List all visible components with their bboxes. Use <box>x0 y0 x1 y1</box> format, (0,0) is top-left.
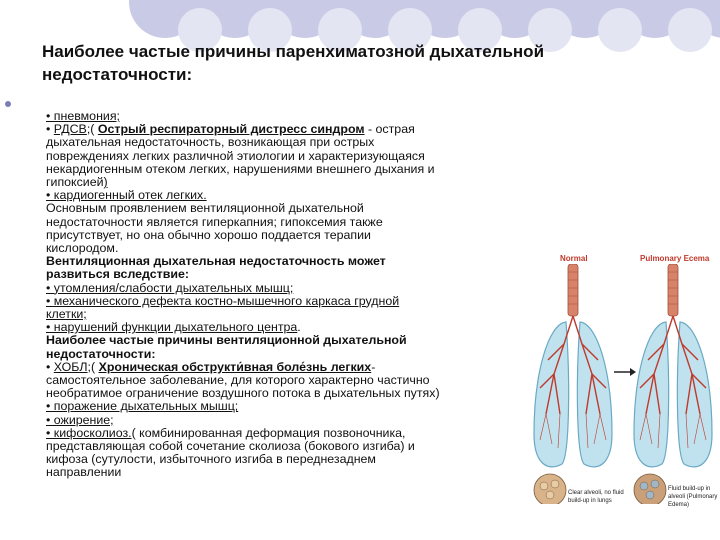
text-line: недостаточности является гиперкапния; гипоксемия также <box>46 214 383 229</box>
label-normal: Normal <box>560 254 588 263</box>
text-line: • кардиогенный отек легких. <box>46 188 207 203</box>
slide-body <box>46 110 526 480</box>
text-line: кислородом. <box>46 241 119 256</box>
alveoli-edema-icon <box>634 474 666 504</box>
text-line: Основным проявлением вентиляционной дыхательной <box>46 201 364 216</box>
text-line: присутствует, но она обычно хорошо поддается терапии <box>46 227 371 242</box>
edema-lungs-icon <box>634 264 712 467</box>
text-line: клетки; <box>46 307 87 322</box>
text-line: • ХОБЛ;( Хроническая обструкти́вная боле́знь легких- <box>46 359 376 374</box>
text-line: • кифосколиоз.( комбинированная деформация позвоночника, <box>46 425 406 440</box>
text-line: Вентиляционная дыхательная недостаточность может <box>46 254 386 269</box>
caption-normal-line2: build-up in lungs <box>568 498 612 504</box>
text-line: Наиболее частые причины вентиляционной дыхательной <box>46 333 407 348</box>
text-line: недостаточности: <box>46 346 156 361</box>
text-line: развиться вследствие: <box>46 267 189 282</box>
label-pulmonary-edema: Pulmonary Ecema <box>640 254 710 263</box>
lungs-illustration <box>528 248 720 540</box>
text-line: гипоксией) <box>46 175 108 190</box>
caption-edema-line2: alveoli (Pulmonary <box>668 494 718 500</box>
caption-edema-line3: Edema) <box>668 502 690 508</box>
text-line: дыхательная недостаточность, возникающая при острых <box>46 135 375 150</box>
lungs-diagram <box>528 264 720 504</box>
text-line: направлении <box>46 465 122 480</box>
text-line: • пневмония; <box>46 109 120 123</box>
text-line: • РДСВ;( Острый респираторный дистресс синдром - острая <box>46 122 415 137</box>
text-line: некардиогенным отеком легких, нарушениями внешнего дыхания и <box>46 161 435 176</box>
arrow-right-icon <box>614 368 636 376</box>
slide-title: Наиболее частые причины паренхиматозной дыхательной недостаточности: <box>42 42 545 84</box>
text-line: • механического дефекта костно-мышечного каркаса грудной <box>46 293 400 308</box>
bullet-marker <box>5 101 11 107</box>
text-line: • утомления/слабости дыхательных мышц; <box>46 280 294 295</box>
text-line: • нарушений функции дыхательного центра. <box>46 320 301 335</box>
text-line: • ожирение; <box>46 412 114 427</box>
caption-normal-line1: Clear alveoli, no fluid <box>568 490 624 496</box>
text-line: кифоза (сутулости, избыточного изгиба в переднезаднем <box>46 452 376 467</box>
text-line: • поражение дыхательных мышц; <box>46 399 239 414</box>
normal-lungs-icon <box>534 264 612 467</box>
alveoli-normal-icon <box>534 474 566 504</box>
text-line: повреждениях легких различной этиологии и характеризующаяся <box>46 148 425 163</box>
text-line: необратимое ограничение воздушного потока в дыхательных путях) <box>46 386 440 401</box>
text-line: представляющая собой сочетание сколиоза (бокового изгиба) и <box>46 439 415 454</box>
text-line: самостоятельное заболевание, для которого характерно частично <box>46 373 430 388</box>
caption-edema-line1: Fluid build-up in <box>668 486 711 492</box>
